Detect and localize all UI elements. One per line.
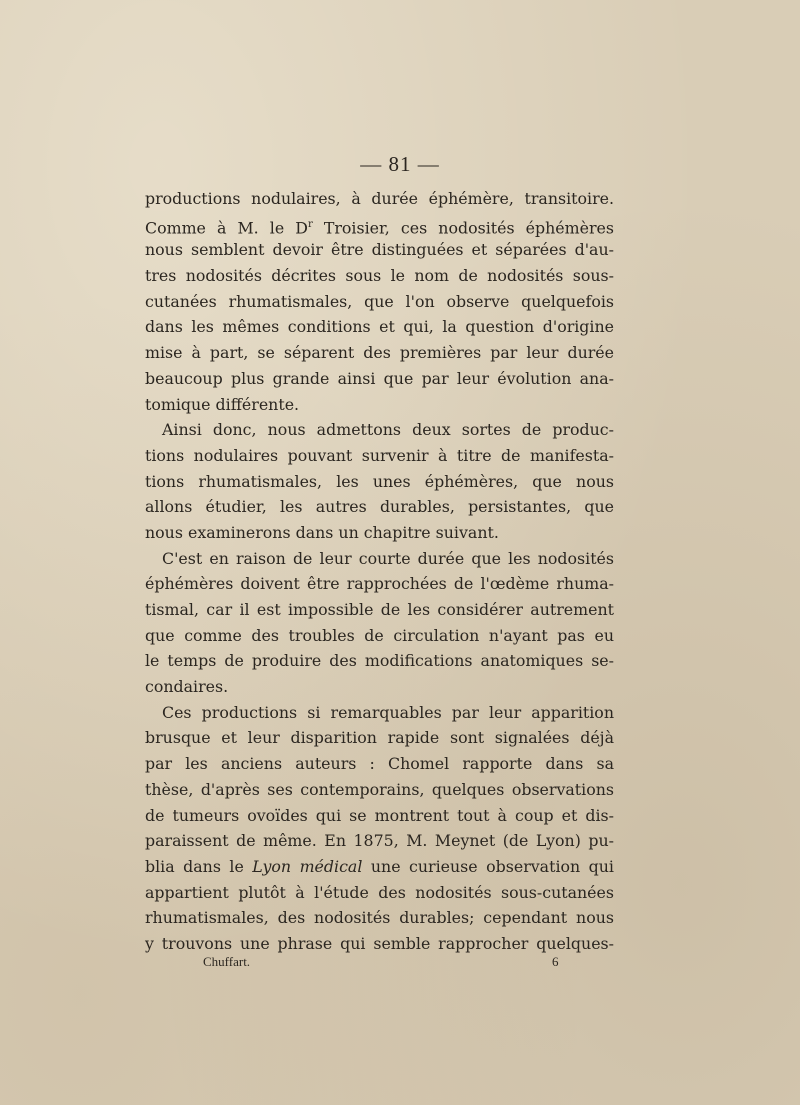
text-line: thèse, d'après ses contemporains, quelques observations	[145, 779, 614, 799]
text-line: tions rhumatismales, les unes éphémères, que nous	[145, 471, 614, 491]
text-line: productions nodulaires, à durée éphémère, transitoire.	[145, 189, 614, 208]
text-line: appartient plutôt à l'étude des nodosités sous-cutanées	[145, 882, 614, 902]
text-line: Ainsi donc, nous admettons deux sortes de produc-	[162, 420, 614, 440]
text-line: que comme des troubles de circulation n'ayant pas eu	[145, 625, 614, 645]
text-line: tomique différente.	[145, 394, 300, 414]
footer-signature: Chuffart.	[203, 954, 251, 969]
text-line: éphémères doivent être rapprochées de l'œdème rhuma-	[145, 574, 614, 594]
text-line: y trouvons une phrase qui semble rapprocher quelques-	[145, 933, 614, 953]
text-line: brusque et leur disparition rapide sont signalées déjà	[145, 728, 614, 748]
text-line: allons étudier, les autres durables, persistantes, que	[145, 497, 614, 517]
text-line: rhumatismales, des nodosités durables; cependant nous	[145, 908, 614, 928]
paragraph	[145, 417, 614, 545]
page-text	[145, 186, 614, 957]
paragraph	[145, 186, 614, 417]
text-line: condaires.	[145, 677, 229, 697]
text-line: paraissent de même. En 1875, M. Meynet (de Lyon) pu-	[145, 831, 614, 851]
text-line: cutanées rhumatismales, que l'on observe quelquefois	[145, 291, 614, 311]
text-line: tismal, car il est impossible de les considérer autrement	[145, 600, 614, 619]
text-line: Ces productions si remarquables par leur apparition	[162, 702, 614, 722]
text-line: nous examinerons dans un chapitre suivant.	[145, 522, 499, 542]
text-line: beaucoup plus grande ainsi que par leur évolution ana-	[145, 368, 614, 388]
footer-sheet-number: 6	[552, 954, 559, 969]
text-line: de tumeurs ovoïdes qui se montrent tout à coup et dis-	[145, 805, 614, 825]
text-line: dans les mêmes conditions et qui, la question d'origine	[145, 317, 614, 337]
text-line: tres nodosités décrites sous le nom de nodosités sous-	[145, 266, 614, 286]
text-line: nous semblent devoir être distinguées et séparées d'au-	[145, 240, 614, 260]
page-number: — 81 —	[360, 152, 440, 176]
paragraph	[145, 546, 614, 700]
text-line: par les anciens auteurs : Chomel rapporte dans sa	[145, 754, 614, 774]
text-line: C'est en raison de leur courte durée que les nodosités	[162, 548, 614, 568]
text-line: tions nodulaires pouvant survenir à titre de manifesta-	[145, 445, 614, 465]
text-line: mise à part, se séparent des premières par leur durée	[145, 343, 614, 363]
text-line: Comme à M. le $D^r$ Troisier, ces nodosités éphémères	[145, 217, 614, 237]
paragraph	[145, 700, 614, 957]
text-line: le temps de produire des modifications anatomiques se-	[145, 651, 614, 671]
text-line: blia dans le Lyon médical une curieuse observation qui	[145, 856, 614, 876]
